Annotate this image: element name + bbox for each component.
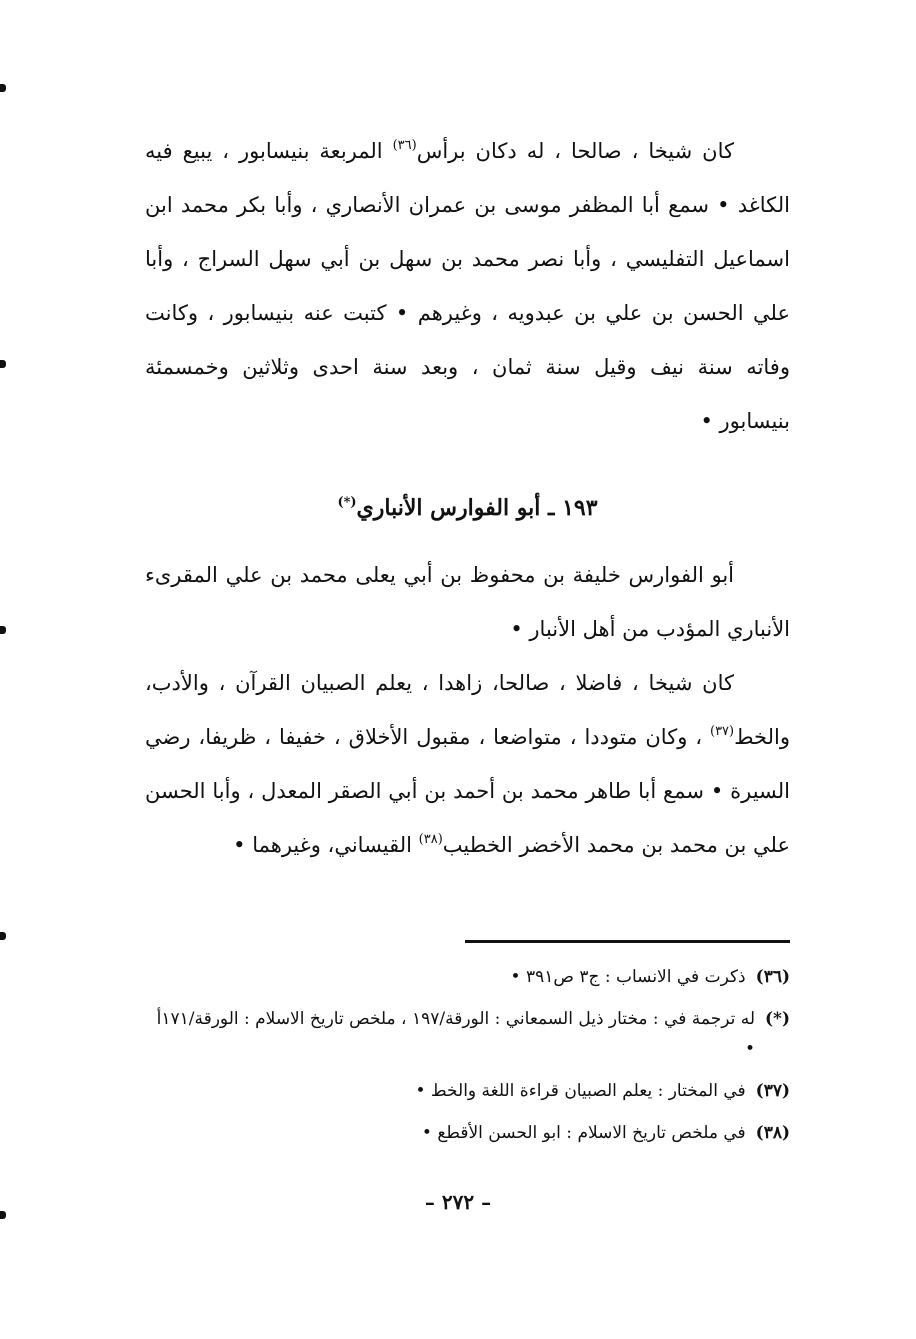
entry-192-text-part: كان شيخا ، صالحا ، له دكان برأس xyxy=(416,139,734,163)
entry-heading-text: ١٩٣ ـ أبو الفوارس الأنباري xyxy=(356,495,598,521)
footnote-text: في المختار : يعلم الصبيان قراءة اللغة والخط • xyxy=(415,1081,746,1101)
margin-mark xyxy=(0,626,6,634)
margin-mark xyxy=(0,360,6,368)
footnote-ref-38: (٣٨) xyxy=(418,832,443,847)
entry-193-text-part: القيساني، وغيرهما • xyxy=(233,833,419,857)
footnotes xyxy=(145,962,790,1160)
margin-mark xyxy=(0,932,6,940)
page-number: – ٢٧٢ – xyxy=(424,1190,492,1214)
entry-192-text-part: المربعة بنيسابور ، يبيع فيه الكاغد • سمع أبا المظفر موسى بن عمران الأنصاري ، وأبا بكر محمد ابن اسماعيل التفليسي ، وأبا نصر محمد بن سهل بن أبي سهل السراج ، وأبا علي الحسن بن علي بن عبدويه ، وغيرهم • كتبت عنه بنيسابور ، وكانت وفاته سنة نيف وقيل سنة ثمان ، وبعد سنة احدى وثلاثين وخمسمئة بنيسابور • xyxy=(145,139,790,433)
footnote-text: في ملخص تاريخ الاسلام : ابو الحسن الأقطع • xyxy=(421,1123,746,1143)
footnote-item xyxy=(145,962,790,992)
entry-192-text xyxy=(145,124,790,448)
footnote-item xyxy=(145,1076,790,1106)
footnote-item xyxy=(145,1118,790,1148)
entry-192-paragraph xyxy=(145,124,790,448)
entry-193-bio-paragraph xyxy=(145,656,790,872)
entry-193-text-part: كان شيخا ، فاضلا ، صالحا، زاهدا ، يعلم الصبيان القرآن ، والأدب، والخط xyxy=(145,671,790,749)
entry-193-intro-paragraph: أبو الفوارس خليفة بن محفوظ بن أبي يعلى محمد بن علي المقرىء الأنباري المؤدب من أهل الأنبار • xyxy=(145,563,790,641)
footnote-ref-37: (٣٧) xyxy=(710,724,735,739)
footnote-number: (*) xyxy=(765,1009,790,1029)
entry-193-heading xyxy=(145,490,790,526)
footnote-text: ذكرت في الانساب : ج٣ ص٣٩١ • xyxy=(510,967,746,987)
footnote-number: (٣٦) xyxy=(755,967,790,987)
entry-193-text-part: ، وكان متوددا ، متواضعا ، مقبول الأخلاق ، خفيفا ، ظريفا، رضي السيرة • سمع أبا طاهر محمد بن أحمد بن أبي الصقر المعدل ، وأبا الحسن علي بن محمد بن محمد الأخضر الخطيب xyxy=(145,725,790,857)
footnote-item xyxy=(145,1004,790,1064)
footnote-ref-36: (٣٦) xyxy=(392,138,417,153)
footnote-separator xyxy=(465,940,790,943)
footnote-text: له ترجمة في : مختار ذيل السمعاني : الورقة/١٩٧ ، ملخص تاريخ الاسلام : الورقة/١٧١أ • xyxy=(156,1009,756,1059)
entry-193-text xyxy=(145,548,790,872)
margin-mark xyxy=(0,84,6,92)
footnote-ref-star: (*) xyxy=(337,495,357,510)
footnote-number: (٣٨) xyxy=(755,1123,790,1143)
footnote-number: (٣٧) xyxy=(755,1081,790,1101)
